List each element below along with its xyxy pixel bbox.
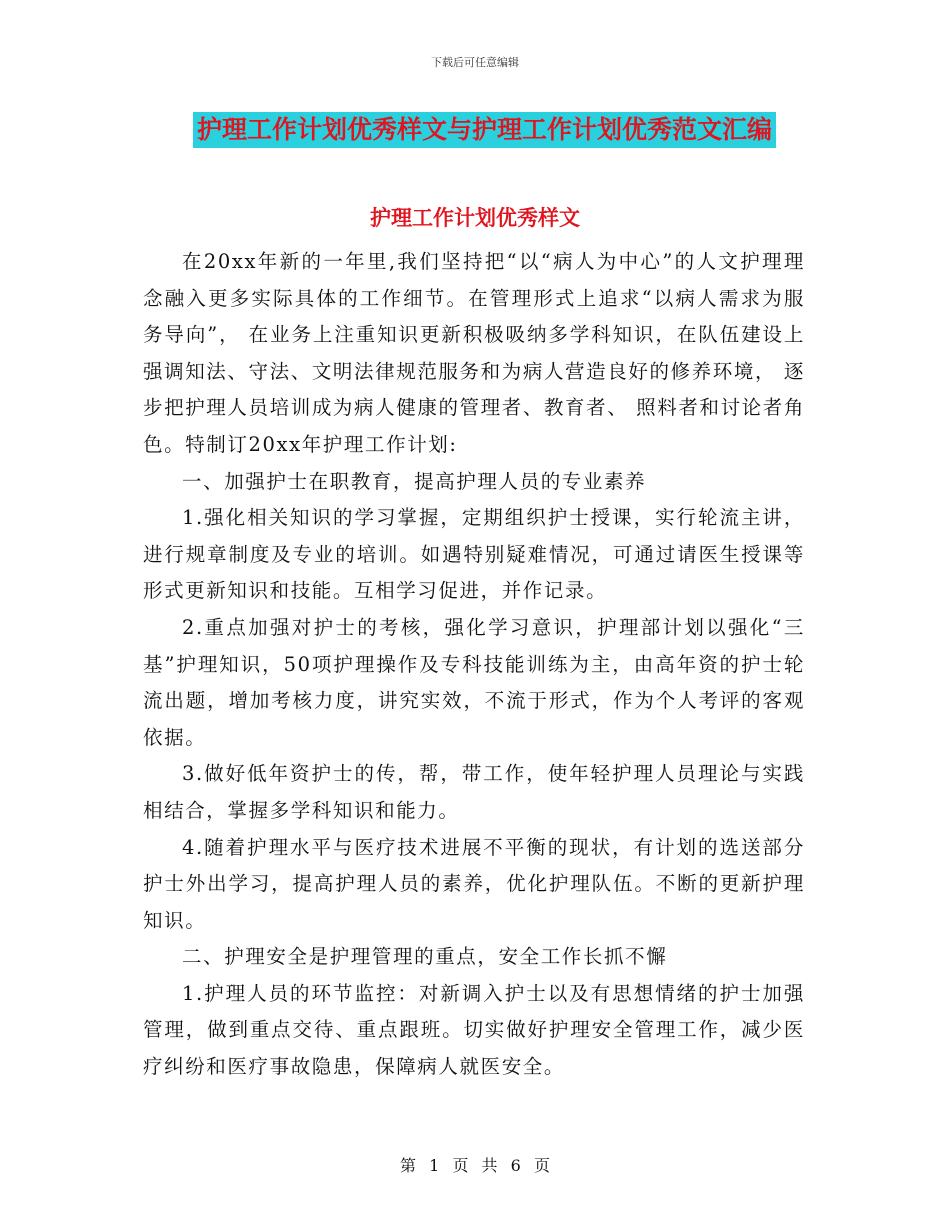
footer-total-unit: 页	[533, 1156, 550, 1175]
paragraph-item-2-1: 1.护理人员的环节监控：对新调入护士以及有思想情绪的护士加强管理，做到重点交待、重点跟班。切实做好护理安全管理工作，减少医疗纠纷和医疗事故隐患，保障病人就医安全。	[143, 981, 805, 1079]
page-footer	[0, 1153, 950, 1176]
header-note: 下载后可任意编辑	[431, 56, 519, 69]
paragraph-heading-1: 一、加强护士在职教育，提高护理人员的专业素养	[182, 469, 647, 493]
paragraph-heading-2: 二、护理安全是护理管理的重点，安全工作长抓不懈	[182, 945, 668, 969]
paragraph-item-1-1: 1.强化相关知识的学习掌握，定期组织护士授课，实行轮流主讲，进行规章制度及专业的培训。如遇特别疑难情况，可通过请医生授课等形式更新知识和技能。互相学习促进，并作记录。	[143, 506, 805, 603]
section-title: 护理工作计划优秀样文	[370, 205, 580, 230]
paragraph-intro: 在20xx年新的一年里,我们坚持把“以“病人为中心”的人文护理理念融入更多实际具体的工作细节。在管理形式上追求“以病人需求为服务导向”， 在业务上注重知识更新积极吸纳多学科知识，在队伍建设上强调知法、守法、文明法律规范服务和为病人营造良好的修养环境， 逐步把护理人员培训成为病人健康的管理者、教育者、 照料者和讨论者角色。特制订20xx年护理工作计划:	[143, 250, 805, 456]
footer-prefix: 第	[400, 1156, 417, 1175]
document-body	[143, 244, 805, 1086]
footer-current-page: 1	[429, 1156, 440, 1175]
paragraph-item-1-3: 3.做好低年资护士的传，帮，带工作，使年轻护理人员理论与实践相结合，掌握多学科知识和能力。	[143, 762, 805, 822]
paragraph-item-1-4: 4.随着护理水平与医疗技术进展不平衡的现状，有计划的选送部分护士外出学习，提高护理人员的素养，优化护理队伍。不断的更新护理知识。	[143, 835, 805, 932]
footer-total-prefix: 共	[481, 1156, 498, 1175]
footer-page-unit: 页	[452, 1156, 469, 1175]
document-title: 护理工作计划优秀样文与护理工作计划优秀范文汇编	[193, 112, 776, 148]
footer-total-pages: 6	[510, 1156, 521, 1175]
paragraph-item-1-2: 2.重点加强对护士的考核，强化学习意识，护理部计划以强化“三基”护理知识，50项护理操作及专科技能训练为主，由高年资的护士轮流出题，增加考核力度，讲究实效，不流于形式，作为个人考评的客观依据。	[143, 615, 805, 749]
